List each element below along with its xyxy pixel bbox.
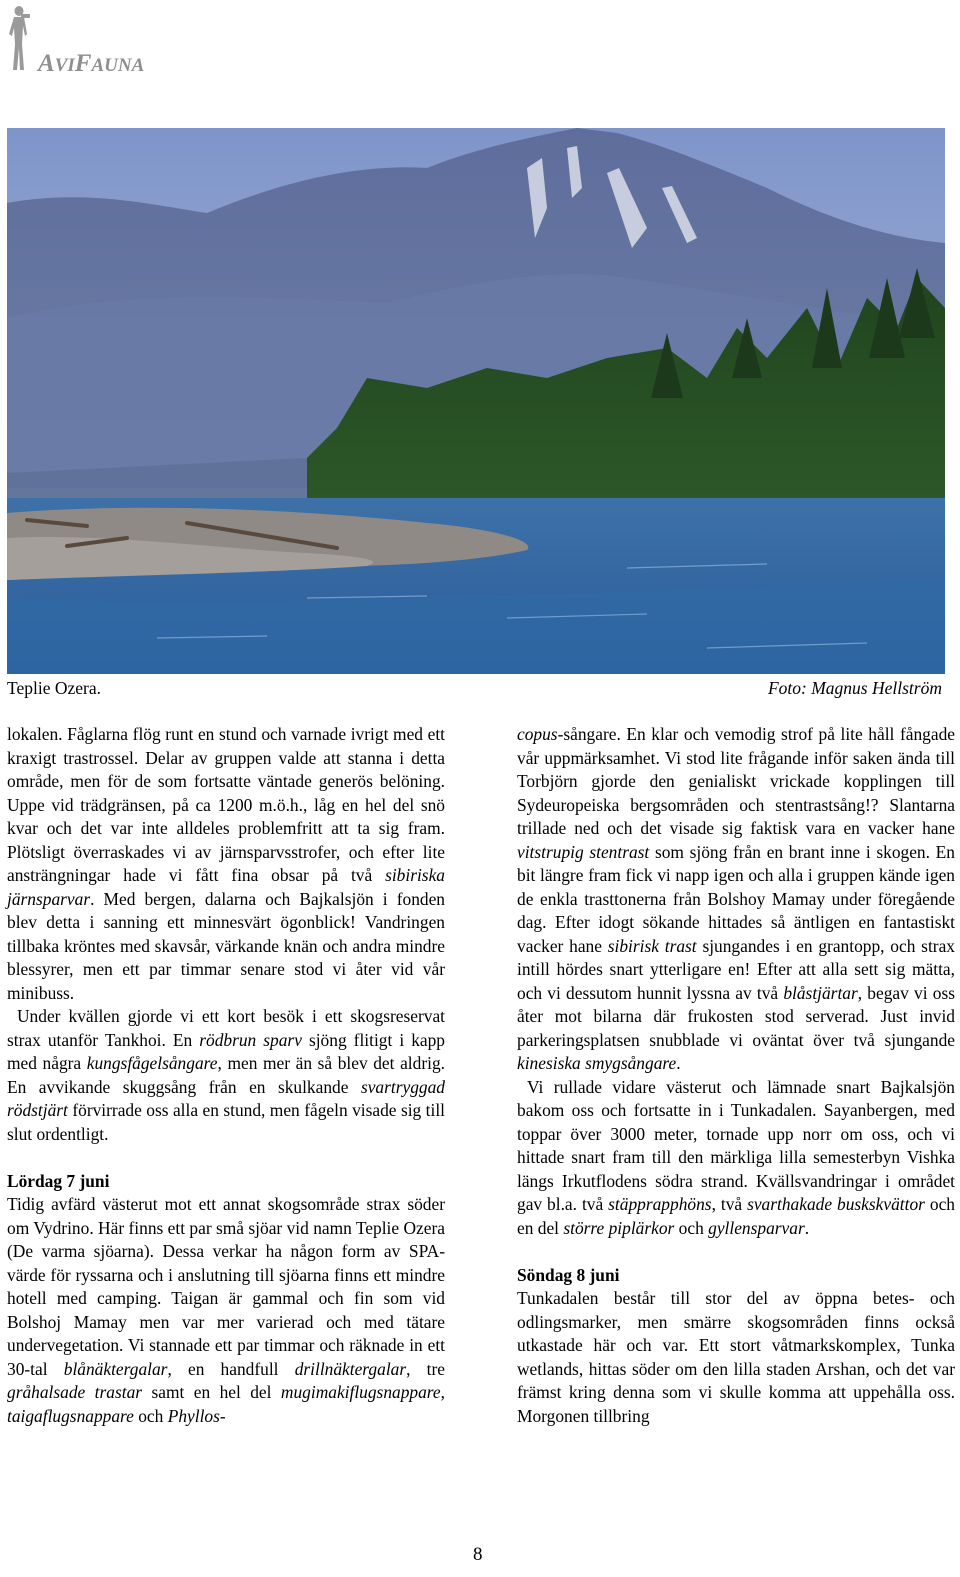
logo-wordmark: AVIFAUNA (38, 50, 145, 77)
avifauna-logo (4, 4, 204, 76)
text-run: Tidig avfärd västerut mot ett annat skogsområde strax söder om Vydrino. Här finns ett par små sjöar vid namn Teplie Ozera (De varma sjöarna). Dessa verkar ha någon form av SPA-värde för ryssarna och i anslutning till sjöarna finns ett mindre hotell med camping. Taigan är gammal och fin som vid Bolshoj Mamay men var mer varierad och med tätare undervegetation. Vi stannade ett par timmar och räknade in ett 30-tal (7, 1194, 445, 1379)
text-run: förvirrade oss alla en stund, men fågeln visade sig till slut ordentligt. (7, 1100, 445, 1144)
paragraph (517, 1076, 955, 1241)
species-name: taigaflugsnappare (7, 1405, 134, 1426)
species-name: svarthakade buskskvättor (747, 1194, 925, 1214)
right-column (517, 723, 955, 1428)
text-run: , begav vi oss åter mot bilarna där frukosten stod serverad. Just invid parkeringsplatsen snubblade vi oväntat över två sjungande (517, 982, 955, 1050)
section-heading: Söndag 8 juni (517, 1264, 620, 1285)
section-heading: Lördag 7 juni (7, 1170, 110, 1191)
text-run: Tunkadalen består till stor del av öppna betes- och odlingsmarker, men smärre skogsområden finns också utkastade här och var. Ett stort våtmarkskomplex, Tunka wetlands, hittas söder om den lilla staden Arshan, och det var främst kring denna som vi skulle komma att uppehålla oss. Morgonen tillbring (517, 1288, 955, 1426)
species-name: sibiriska järnsparvar (7, 865, 445, 909)
text-run: . (676, 1053, 681, 1073)
species-name: mugimakiflugsnappare (280, 1382, 441, 1402)
species-name: blånäktergalar (63, 1358, 168, 1379)
text-run: . (804, 1217, 810, 1238)
species-name: gråhalsade trastar (7, 1382, 143, 1402)
species-name: kinesiska smygsångare (517, 1053, 677, 1073)
text-run: Under kvällen gjorde vi ett kort besök i ett skogsreservat strax utanför Tankhoi. En (7, 1006, 445, 1050)
species-name: stäpprapphöns (608, 1194, 712, 1214)
species-name: större piplärkor (563, 1217, 675, 1238)
species-name: svartryggad rödstjärt (7, 1076, 445, 1120)
landscape-photo (7, 128, 945, 674)
text-run: , två (711, 1194, 748, 1214)
text-run: lokalen. Fåglarna flög runt en stund och varnade ivrigt med ett kraxigt trastrossel. Delar av gruppen valde att stanna i detta område, men för de som fortsatte väntade generös belöning. Uppe vid trädgränsen, på ca 1200 m.ö.h., låg en hel del snö kvar och det var inte alldeles problemfritt att ta sig fram. Plötsligt överraskades vi av järnsparvsstrofer, och efter lite ansträngningar hade vi fått fina obsar på två (7, 724, 445, 885)
species-name: copus (517, 724, 558, 744)
paragraph (7, 1005, 445, 1146)
paragraph (7, 723, 445, 1005)
species-name: blåstjärtar (783, 982, 858, 1003)
text-run: och (133, 1405, 168, 1426)
text-run: . Med bergen, dalarna och Bajkalsjön i fonden blev detta i sanning ett minnesvärt ögonblick! Vandringen tillbaka kröntes med skavsår, värkande knän och andra mindre blessyrer, men ett par timmar senare stod vi åter vid vår minibuss. (7, 888, 445, 1003)
text-run: och (674, 1217, 709, 1238)
text-run: sjungandes i en grantopp, och strax intill hördes snart ytterligare en! Efter att alla sett sig mätta, och vi dessutom hunnit lyssna av två (517, 935, 955, 1003)
text-run: samt en hel del (142, 1382, 281, 1402)
photo-credit: Foto: Magnus Hellström (767, 678, 942, 698)
paragraph (517, 1287, 955, 1428)
left-column (7, 723, 445, 1428)
species-name: gyllensparvar (708, 1217, 805, 1238)
text-run: sjöng flitigt i kapp med några (7, 1029, 445, 1073)
species-name: vitstrupig stentrast (517, 841, 650, 862)
paragraph (517, 723, 955, 1076)
birdwatcher-figure-icon (4, 4, 36, 74)
species-name: drillnäktergalar (294, 1358, 407, 1379)
text-run: , men mer än så blev det aldrig. En avvikande skuggsång från en skulkande (7, 1053, 445, 1097)
text-run: , en handfull (167, 1358, 295, 1379)
species-name: Phyllos- (167, 1405, 226, 1426)
text-run: som sjöng från en brant inne i skogen. En bit längre fram fick vi napp igen och alla i gruppen kände igen de enkla trasttonerna från Bolshoy Mamay under föregående dag. Efter idogt sökande hittades så äntligen en fantastiskt vacker hane (517, 841, 955, 956)
paragraph (7, 1193, 445, 1428)
page-number: 8 (473, 1544, 483, 1565)
species-name: kungsfågelsångare (86, 1053, 218, 1073)
species-name: sibirisk trast (607, 935, 697, 956)
text-run: , tre (406, 1358, 445, 1379)
text-run: Vi rullade vidare västerut och lämnade snart Bajkalsjön bakom oss och fortsatte in i Tunkadalen. Sayanbergen, med toppar över 3000 meter, tornade upp norr om oss, och vi hittade snart fram till den märkliga lilla semesterbyn Vishka längs Irkutflodens södra strand. Kvällsvandringar i området gav bl.a. två (517, 1076, 955, 1214)
photo-caption: Teplie Ozera. (7, 678, 101, 698)
text-run: -sångare. En klar och vemodig strof på lite håll fångade vår uppmärksamhet. Vi stod lite frågande inför saken ända till Torbjörn gjorde den genialiskt vrickade kopplingen till Sydeuropeiska bergsområden och stentrastsång!? Slantarna trillade ned och det visade sig faktisk vara en vacker hane (517, 724, 955, 838)
text-run: och en del (517, 1194, 955, 1238)
species-name: rödbrun sparv (199, 1029, 302, 1050)
text-run: , (440, 1382, 445, 1402)
